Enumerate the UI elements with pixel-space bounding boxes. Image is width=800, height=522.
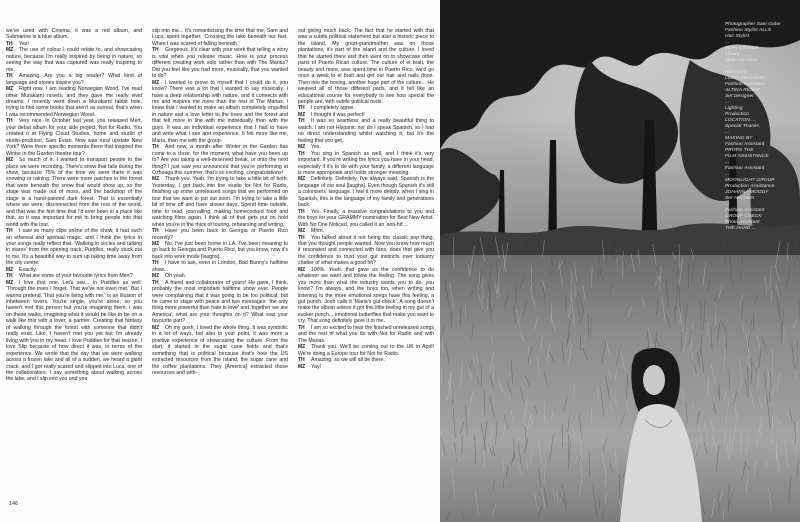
credit-line: Set Assistant (725, 196, 755, 201)
credit-line: GROUP CHECK (725, 214, 762, 219)
interview-paragraph (298, 344, 434, 357)
interview-paragraph (298, 325, 434, 344)
paragraph-text: Have you been back to Georgia or Puerto Rico recently? (152, 228, 288, 241)
credit-line: Make-up Artist (725, 58, 758, 63)
text-column-1 (6, 28, 142, 488)
paragraph-text: A friend and collaborator of yours! He gave, I think, probably the most important halftime show ever. People were complaining that it was going to be too political, but he came to stage with peace and two messages: 'the only thing more powerful than hate is love' and 'together we are America', what are your thoughts on it? What was your favourite part? (152, 279, 288, 325)
credit-line: Fashion Assistant (725, 208, 765, 213)
paragraph-text: Gorgeous. It's clear with your work that telling a story is vital when you release music. How is your process different creating work solo rather than with The Marias? Did you feel like you had more, musically, that you wanted to do? (152, 47, 288, 80)
interview-paragraph (6, 73, 142, 86)
credit-line: LUDO RUGGIERO (725, 76, 768, 81)
speaker-initials: MZ (6, 279, 14, 286)
speaker-initials: TH (152, 260, 159, 267)
paragraph-text: Yay! (311, 363, 321, 370)
credit-line: ... (725, 160, 730, 165)
speaker-initials: MZ (152, 176, 160, 183)
paragraph-text: Definitely. Definitely. I've always said, Spanish is the language of our soul [laughs]. Even though Spanish it's still a colonisers' language. I feel it more deeply, when I sing in Spanish, this is the language of my family and generations back. (298, 176, 434, 209)
speaker-initials: MZ (152, 79, 160, 86)
speaker-initials: TH (152, 228, 159, 235)
photo-credits (725, 22, 795, 232)
speaker-initials: MZ (6, 47, 14, 54)
speaker-initials: TH (6, 40, 13, 47)
credit-line: MOONLIGHT GROUP (725, 178, 775, 183)
paragraph-text: What are some of your favourite lyrics from Mert? (19, 273, 133, 280)
speaker-initials: TH (152, 47, 159, 54)
speaker-initials: MZ (152, 240, 160, 247)
interview-paragraph (298, 28, 434, 105)
interview-paragraph (6, 118, 142, 157)
paragraph-text: Yes! (19, 40, 29, 47)
interview-columns (6, 28, 434, 488)
text-column-3 (298, 28, 434, 488)
credit-line: LOCATION ... (725, 118, 756, 123)
paragraph-text: You sing in Spanish as well, and I think it's very important. If you're writing the lyrics you have in your head, especially if it's to do with your family, a different language is more appropriate and holds stronger meaning. (298, 150, 434, 176)
paragraph-text: I thought it was perfect! (311, 111, 365, 118)
interview-paragraph (152, 228, 288, 241)
interview-paragraph (298, 151, 434, 177)
paragraph-text: I am so excited to hear the finished unreleased songs and the rest of what you do with Not for Radio and with The Marias. (298, 324, 434, 344)
interview-paragraph (152, 280, 288, 325)
speaker-initials: TH (152, 144, 159, 151)
speaker-initials: TH (298, 234, 305, 241)
paragraph-text: Mhm. (311, 228, 324, 235)
paragraph-text: The use of colour I could relate to, and showcasing nature, because I'm really inspired by being in nature, so seeing the way that was captured was really inspiring to me. (6, 47, 142, 73)
paragraph-text: I saw so many clips online of the show, it had such an ethereal and spiritual magic, and I think the lyrics in your songs really reflect that. 'Walking in circles and talking in stares' from the opening track, Puddles, really stuck out to me. It's a beautiful way to sum up taking time away from the city centre. (6, 228, 142, 267)
credit-line: Fashion Assistant (725, 82, 765, 87)
interview-paragraph (298, 118, 434, 144)
speaker-initials: TH (298, 118, 305, 125)
speaker-initials: MZ (298, 228, 306, 235)
paragraph-text: Thank you. Yeah, I'm trying to take a little bit of both. Yesterday, I got back into the studio for Not for Radio, finishing up some unreleased songs that we performed on tour that we want to put out soon. I'm trying to take a little bit of time off and have slower days. Spend time outside, time to read, journalling, making homecooked food and watching films again. I think all of that gets put on hold when you're in the thick of touring, rehearsing and writing. (152, 176, 288, 228)
text-column-2 (152, 28, 288, 488)
credit-line: ... (725, 100, 730, 105)
speaker-initials: TH (298, 324, 305, 331)
speaker-initials: TH (6, 273, 13, 280)
credit-line: THE HAND ... (725, 226, 757, 231)
photo-page (440, 0, 800, 522)
paragraph-text: slip into me... It's romanticising the time that me, Sam and Luca, spent together, 'Crossing the lake beneath our feet. When I was scared of falling beneath.' (152, 28, 288, 47)
credit-line: ... (725, 130, 730, 135)
paragraph-text: 100%. Yeah, that gave us the confidence to do whatever we want and follow the feeling. The song gives you more than what the industry wants you to do, you know? I'm always, and the boys too, when writing and listening to the more emotional songs have this feeling, a gut punch. Josh calls it 'Maria's gut-check'. A song doesn't make the album unless it got this little feeling in my gut of a sucker punch... emotional butterflies that make you want to cry. That song definitely gave it to me. (298, 266, 434, 325)
interview-paragraph (6, 47, 142, 73)
interview-paragraph (298, 364, 434, 370)
paragraph-text: Amazing, so we will all be there. (311, 357, 385, 364)
paragraph-text: Right now, I am reading Norwegian Wood, I've read other Murakami novels, and they gave me really vivid dreams. I recently went down a Murakami rabbit hole, trying to find some books that aren't as surreal, that's when I was recommended Norwegian Wood. (6, 86, 142, 118)
paragraph-text: Thank you. We'll be coming out to the UK in April! We're doing a Europe tour for Not for Radio. (298, 344, 434, 357)
credit-line: MARI GRIMES (725, 46, 759, 51)
paragraph-text: I love that one. Let's see... in Puddles as well: 'Through the trees I forget. That we've not even met.' But I wanna pretend. That you're living with me.' is an illusion of inbetween lovers. You're single, you're alone, so you haven't met this person but you're imagining them. I was on these walks, imagining what it would be like to be on a walk like this with a lover, a partner. Creating that fantasy of walking through the forest with someone that didn't really exist. Like, I haven't met you yet but I'm already living with you in my head. I love Puddles for that reason. I love Slip because of how direct it was, in terms of the experience. We wrote that the day that we were walking across a frozen lake and all of a sudden, we heard a giant crack, and I got really scared and slipped into Luca, one of the collaborators. I say something about walking across the lake, and I slip into you and you (6, 279, 142, 383)
speaker-initials: TH (6, 228, 13, 235)
credit-line: JOHANNA MOODY (725, 190, 769, 195)
credit-line: ... (725, 40, 730, 45)
credit-line: Fashion Assistant (725, 142, 765, 147)
paragraph-text: And now, a month after Winter in the Garden has come to a close, for the moment, what have you been up to? Are you taking a well-deserved break, or onto the next thing? I just saw you announced that you're performing at Ozheaga this summer, that's so exciting, congratulations! (152, 144, 288, 176)
credit-line: Photo Assistant (725, 220, 760, 225)
credit-line: Set Designer (725, 94, 754, 99)
interview-paragraph (6, 157, 142, 228)
interview-paragraph (6, 28, 142, 41)
speaker-initials: MZ (6, 157, 14, 164)
speaker-initials: MZ (152, 273, 160, 280)
speaker-initials: TH (298, 150, 305, 157)
paragraph-text: Oh my gosh, I loved the whole thing. It was symbolic in a lot of ways, but also to your point, it was more a positive experience of showcasing the culture. From the start, it started in the sugar cane fields and that's something that is political because that's how the US extracted resources from the island, the sugar cane and the coffee plantations. They [America] extracted those resources and with- (152, 324, 288, 377)
interview-paragraph (298, 209, 434, 228)
speaker-initials: TH (298, 357, 305, 364)
speaker-initials: MZ (298, 144, 306, 151)
paragraph-text: You talked about it not being the classic pop thing, that you thought people wanted. Now you know how much it resonated and connected with fans, does that give you the confidence to trust your gut instincts over industry chatter of what makes a good hit? (298, 234, 434, 267)
interview-paragraph (152, 28, 288, 47)
interview-paragraph (298, 267, 434, 325)
paragraph-text: Yes. Finally, a massive congratulations to you and the boys for your GRAMMY nomination for Best New Artist. With No One Noticed, you called it an 'anti-hit'... (298, 208, 434, 228)
paragraph-text: So much of it. I wanted to transport people to the place we were recording. There's snow that falls during the show, because 75% of the time we were there it was snowing or raining. There were more patches in the forest that were beneath the snow that would show up, so the stage was made out of moss, and the backdrop of the stage is a hand-painted dark forest. That is essentially where we were, disconnected from the rest of the world, and that was the first time that I'd ever been in a place like that, so it was important for me to bring people into that world with the tour. (6, 157, 142, 228)
credit-line: Special Thanks (725, 124, 760, 129)
speaker-initials: MZ (6, 266, 14, 273)
interview-paragraph (6, 228, 142, 267)
speaker-initials: TH (6, 73, 13, 80)
paragraph-text: Very nice. In October last year, you released Mert, your debut album for your side project, Not for Radio. You created it at Flying Cloud Studios, home and studio of studio-producer, Sam Evian. Now was rural upstate New York? Were there specific moments there that inspired the Winter in the Garden theatre tour? (6, 118, 142, 157)
interview-paragraph (152, 80, 288, 145)
interview-paragraph (6, 86, 142, 118)
speaker-initials: MZ (6, 86, 14, 93)
credit-line: ... (725, 172, 730, 177)
credit-line: MAKING BY (725, 136, 753, 141)
interview-paragraph (152, 144, 288, 176)
credit-line: Production (725, 112, 749, 117)
interview-paragraph (298, 235, 434, 267)
speaker-initials: TH (152, 279, 159, 286)
paragraph-text: I have to ask, even in London, Bad Bunny's halftime show... (152, 260, 288, 273)
speaker-initials: TH (298, 208, 305, 215)
speaker-initials: MZ (298, 363, 306, 370)
interview-paragraph (152, 241, 288, 260)
paragraph-text: Exactly. (19, 266, 37, 273)
speaker-initials: MZ (298, 266, 306, 273)
paragraph-text: It was so seamless and a really beautiful thing to watch. I am not Hispanic nor do I speak Spanish, so I had no direct understanding whilst watching it, but it's the feeling that you get. (298, 118, 434, 144)
credit-line: Production Assistance (725, 184, 775, 189)
credit-line: Hair Stylist (725, 34, 750, 39)
speaker-initials: MZ (152, 324, 160, 331)
credit-line: FILM ASSISTANCE (725, 154, 769, 159)
credit-line: Fashion Stylist ALLS (725, 28, 772, 33)
paragraph-text: Oh yeah. (165, 273, 187, 280)
speaker-initials: TH (6, 118, 13, 125)
paragraph-text: No, I've just been home in LA. I've been meaning to go back to Georgia and Puerto Rico, but you know, now it's back into work mode [laughs]. (152, 240, 288, 260)
paragraph-text: Yes. (311, 144, 321, 151)
page-number: 146 (9, 501, 19, 507)
credit-line: shown (725, 52, 740, 57)
credit-line: ALTINA RIDEM (725, 88, 760, 93)
paragraph-text: out giving much back. The fact that he started with that was a subtle political statement but also a historic piece to the island. My great-grandmother was on those plantations, it's part of the island and the culture. I loved that he started there and then went on to showcase other parts of Puerto Rican culture. The culture of el bratí, the beauty and more, was spent time in Puerto Rico, we'd go once a week to el bratí and get our hair and nails done. Then into the boxing, another huge part of the culture... He weaved all of those different parts, and it felt like an educational course for everybody to see how special the people are, with subtle political nods. (298, 28, 434, 105)
credit-line: Photographer Sam Gabe (725, 22, 781, 27)
paragraph-text: Amazing. Are you a big reader? What kind of language and stories inspire you? (6, 73, 142, 86)
interview-paragraph (6, 280, 142, 383)
speaker-initials: MZ (298, 111, 306, 118)
paragraph-text: I wanted to prove to myself that I could do it, you know? There was a lot that I wanted to say musically. I have a deep relationship with nature, and it connects with me and inspires me more than the rest of The Marias. I knew that I wanted to make an album completely engulfed in nature and a love letter to the trees and the forest and that felt more in line with me individually than with the guys. It was an individual experience that I had to have and write what I see and experience. It felt more like me, Maria, than me with the group. (152, 79, 288, 144)
credit-line: Nail Artist (725, 70, 747, 75)
credit-line: Fashion Assistant (725, 166, 765, 171)
credit-line: ... (725, 202, 730, 207)
speaker-initials: MZ (298, 344, 306, 351)
interview-paragraph (152, 47, 288, 79)
paragraph-text: I completely agree. (311, 105, 355, 112)
speaker-initials: TH (298, 105, 305, 112)
interview-paragraph (152, 325, 288, 377)
credit-line: Lighting (725, 106, 743, 111)
credit-line: ... (725, 64, 730, 69)
paragraph-text: we've used with Cinema, it was a red album, and Submarine is a blue album. (6, 28, 142, 41)
interview-paragraph (152, 176, 288, 228)
interview-paragraph (152, 260, 288, 273)
interview-paragraph (298, 176, 434, 208)
speaker-initials: MZ (298, 176, 306, 183)
credit-line: PROPS THE (725, 148, 754, 153)
